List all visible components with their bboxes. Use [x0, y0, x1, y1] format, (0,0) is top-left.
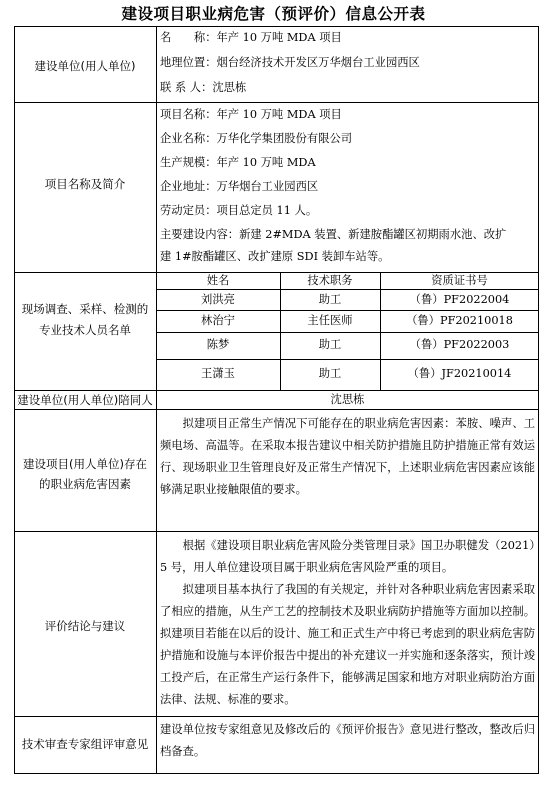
unit-name-value: 年产 10 万吨 MDA 项目 — [216, 31, 342, 44]
project-line: 企业名称：万华化学集团股份有限公司 — [160, 132, 353, 145]
unit-location-line — [160, 55, 420, 71]
project-line: 主要建设内容：新建 2#MDA 装置、新建胺酯罐区初期雨水池、改扩 — [160, 228, 507, 241]
unit-contact-line — [160, 80, 246, 96]
project-line: 生产规模：年产 10 万吨 MDA — [160, 156, 316, 169]
page-title: 建设项目职业病危害（预评价）信息公开表 — [121, 5, 426, 23]
staff-label-line1: 现场调查、采样、检测的 — [21, 302, 149, 316]
staff-title: 助工 — [318, 293, 342, 306]
hazards-text: 拟建项目正常生产情况下可能存在的职业病危害因素：苯胺、噪声、工频电场、高温等。在采取本报告建议中相关防护措施且防护措施正常有效运行、现场职业卫生管理良好及正常生产情况下，上述职业病危害因素应该能够满足职业接触限值的要求。 — [160, 417, 535, 496]
unit-name-line — [160, 30, 342, 46]
staff-name: 刘洪亮 — [201, 293, 235, 306]
row-divider — [14, 272, 156, 273]
staff-cert: （鲁）JF20210014 — [407, 367, 512, 380]
escort-value: 沈思栋 — [330, 393, 365, 406]
row-divider — [156, 359, 539, 360]
hazards-label-line2: 的职业病危害因素 — [39, 477, 131, 491]
staff-name: 林治宁 — [201, 314, 235, 327]
unit-name-key: 名 称： — [160, 31, 217, 44]
unit-contact-key: 联 系 人： — [160, 81, 213, 94]
staff-header-title: 技术职务 — [307, 274, 353, 287]
project-line: 项目名称：年产 10 万吨 MDA 项目 — [160, 108, 342, 121]
staff-title: 助工 — [318, 367, 342, 380]
escort-label: 建设单位(用人单位)陪同人 — [17, 393, 153, 407]
row-divider — [14, 102, 539, 103]
row-divider — [14, 716, 539, 717]
project-label: 项目名称及简介 — [44, 177, 126, 191]
unit-location-key: 地理位置： — [160, 56, 217, 69]
conclusion-para2: 拟建项目基本执行了我国的有关规定，并针对各种职业病危害因素采取了相应的措施，从生产工艺的控制技术及职业病防护措施等方面加以控制。拟建项目若能在以后的设计、施工和正式生产中将已考虑到的职业病危害防护措施和设施与本评价报告中提出的补充建议一并实施和逐条落实，预计竣工投产后，在正常生产运行条件下，能够满足国家和地方对职业病防治方面法律、法规、标准的要求。 — [160, 583, 535, 706]
row-divider — [156, 289, 539, 290]
project-line: 劳动定员：项目总定员 11 人。 — [160, 204, 318, 217]
staff-label-line2: 专业技术人员名单 — [39, 323, 131, 337]
conclusion-label: 评价结论与建议 — [44, 619, 126, 633]
staff-cert: （鲁）PF2022004 — [409, 293, 510, 306]
staff-cert: （鲁）PF2022003 — [409, 338, 510, 351]
staff-header-name: 姓名 — [206, 274, 230, 287]
staff-header-cert: 资质证书号 — [431, 274, 488, 287]
hazards-label-line1: 建设项目(用人单位)存在 — [23, 457, 147, 471]
project-line: 建 1#胺酯罐区、改扩建原 SDI 装卸车站等。 — [160, 250, 390, 263]
staff-name: 陈梦 — [206, 338, 230, 351]
row-divider — [156, 332, 539, 333]
construction-unit-label: 建设单位(用人单位) — [34, 59, 136, 73]
unit-contact-value: 沈思栋 — [212, 81, 247, 94]
row-divider — [14, 531, 539, 532]
review-label: 技术审查专家组评审意见 — [21, 737, 149, 751]
conclusion-para1: 根据《建设项目职业病危害风险分类管理目录》国卫办职健发（2021）5 号，用人单位建设项目属于职业病危害风险严重的项目。 — [160, 539, 535, 574]
row-divider — [156, 310, 539, 311]
staff-cert: （鲁）PF20210018 — [406, 314, 513, 327]
project-line: 企业地址：万华烟台工业园西区 — [160, 180, 319, 193]
review-text: 建设单位按专家组意见及修改后的《预评价报告》意见进行整改，整改后归档备查。 — [160, 723, 535, 758]
staff-title: 主任医师 — [307, 314, 353, 327]
unit-location-value: 烟台经济技术开发区万华烟台工业园西区 — [216, 56, 420, 69]
staff-name: 王潇玉 — [201, 367, 235, 380]
staff-title: 助工 — [318, 338, 342, 351]
